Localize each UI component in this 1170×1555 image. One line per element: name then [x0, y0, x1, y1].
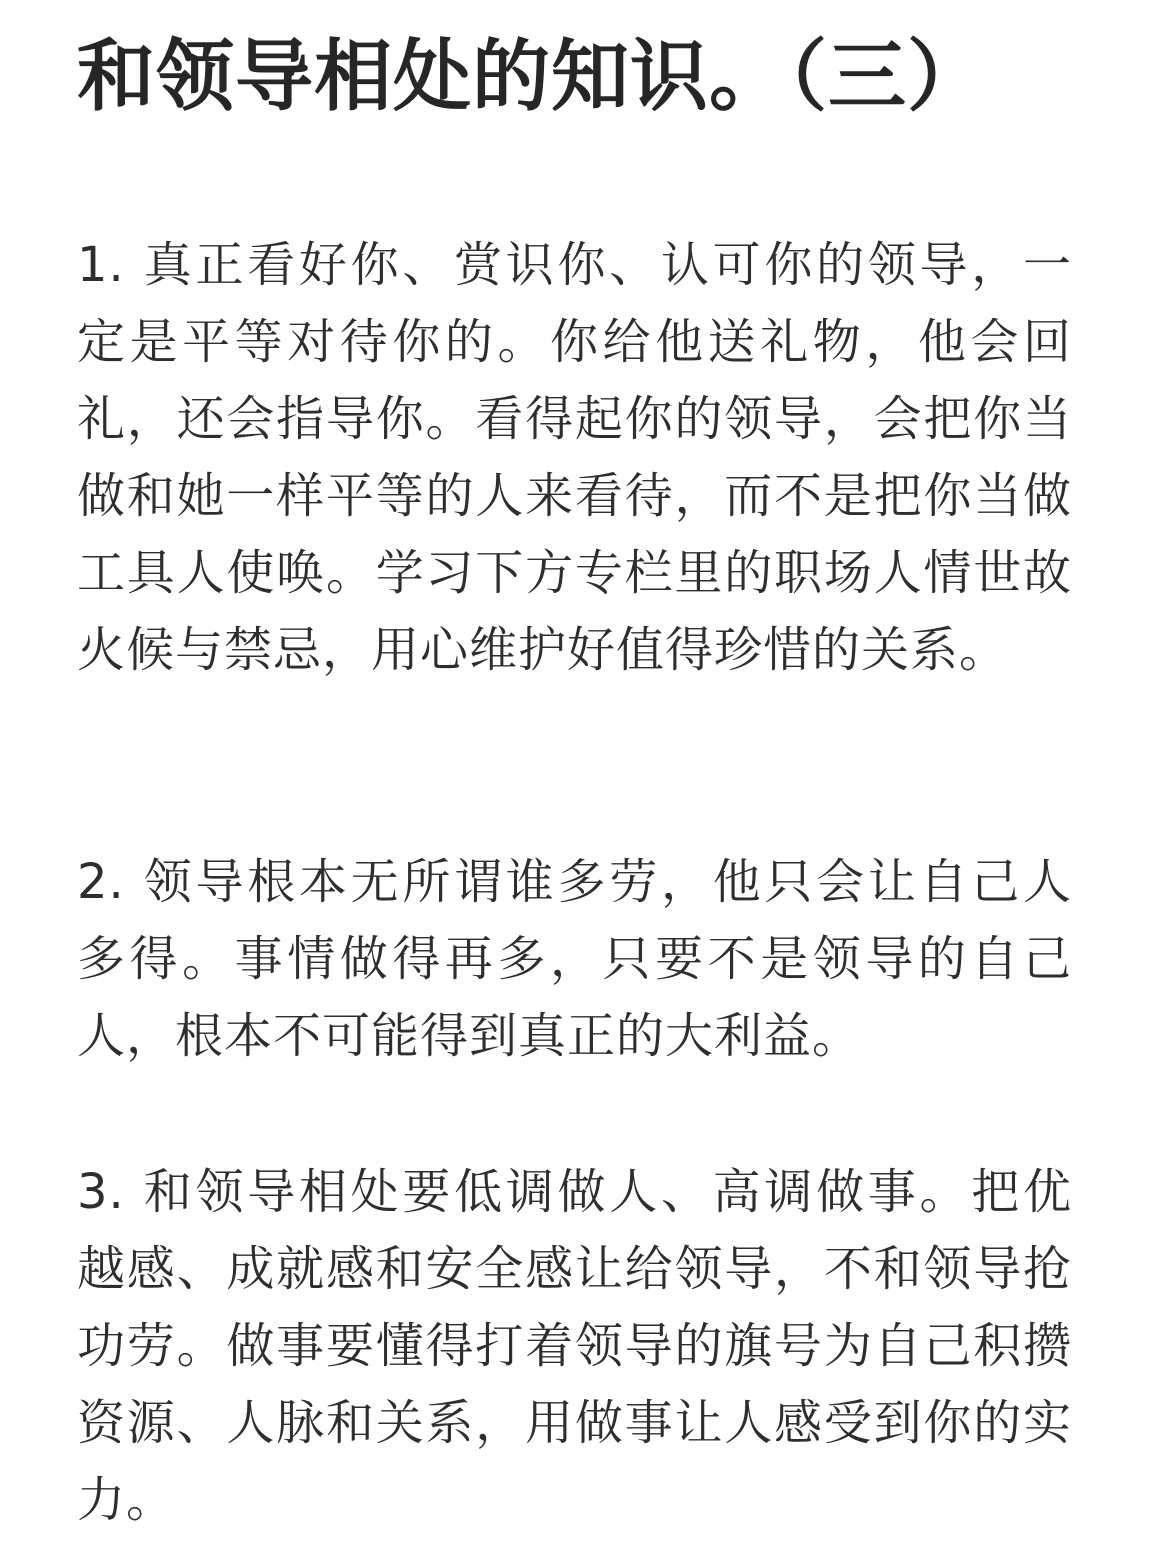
article — [77, 22, 1077, 1528]
article-title: 和领导相处的知识。（三） — [77, 32, 987, 122]
article-paragraph-1: 1. 真正看好你、赏识你、认可你的领导，一定是平等对待你的。你给他送礼物，他会回礼，还会指导你。看得起你的领导，会把你当做和她一样平等的人来看待，而不是把你当做工具人使唤。学习下方专栏里的职场人情世故火候与禁忌，用心维护好值得珍惜的关系。 — [77, 237, 1072, 678]
article-paragraph-3: 3. 和领导相处要低调做人、高调做事。把优越感、成就感和安全感让给领导，不和领导抢功劳。做事要懂得打着领导的旗号为自己积攒资源、人脉和关系，用做事让人感受到你的实力。 — [77, 1164, 1072, 1528]
article-paragraph-2: 2. 领导根本无所谓谁多劳，他只会让自己人多得。事情做得再多，只要不是领导的自己人，根本不可能得到真正的大利益。 — [77, 854, 1072, 1064]
